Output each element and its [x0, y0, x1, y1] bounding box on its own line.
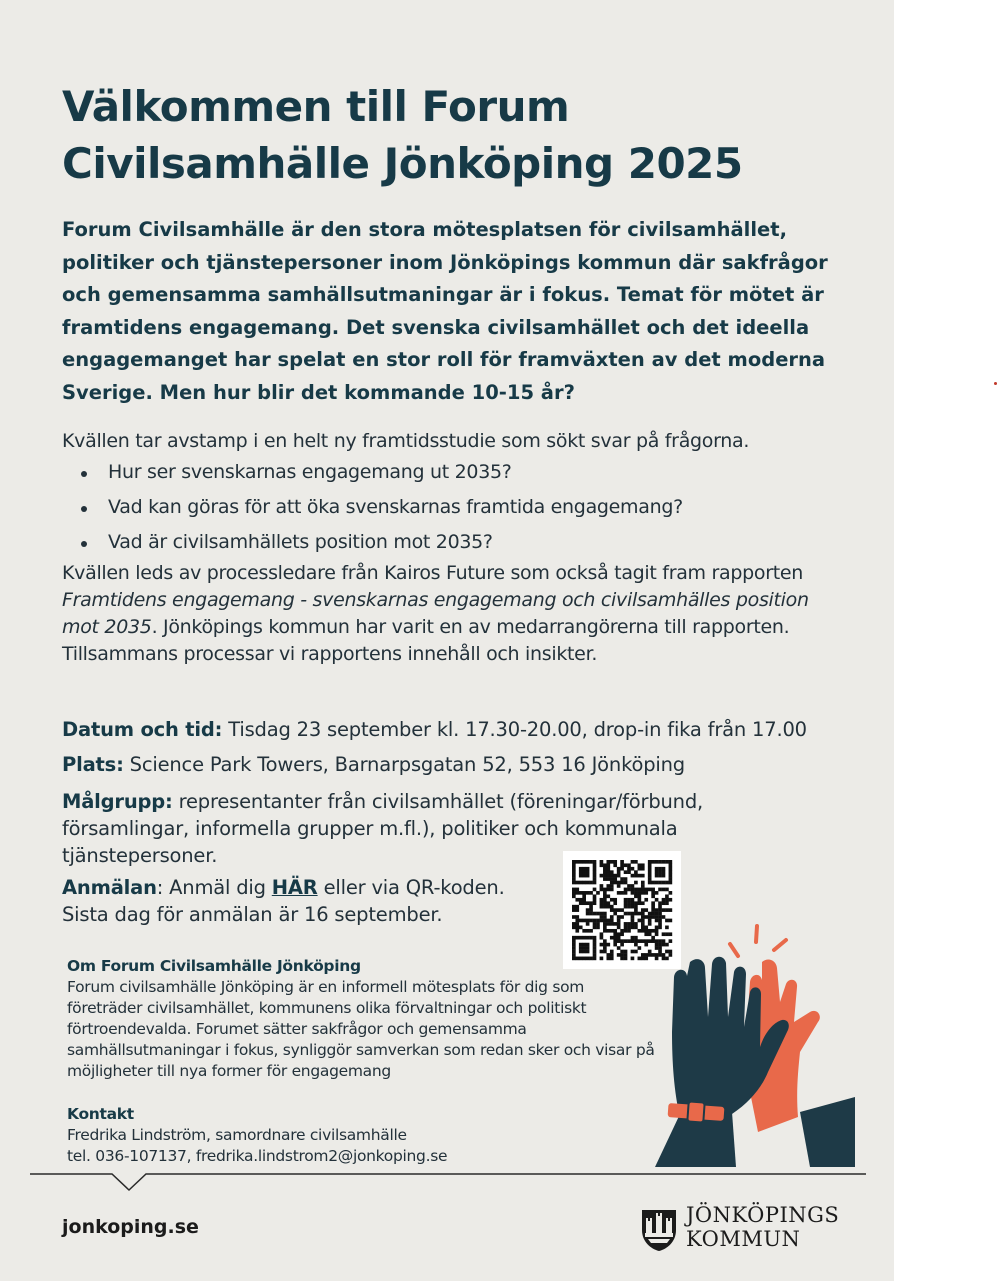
intro-paragraph: Kvällen tar avstamp i en helt ny framtidsstudie som sökt svar på frågorna.	[62, 430, 750, 452]
contact-name: Fredrika Lindström, samordnare civilsamhälle	[67, 1126, 407, 1144]
about-heading: Om Forum Civilsamhälle Jönköping	[67, 957, 361, 975]
title-line-2: Civilsamhälle Jönköping 2025	[62, 139, 743, 188]
about-text: Forum civilsamhälle Jönköping är en informell mötesplats för dig som företräder civilsamhället, kommunens olika förvaltningar och politiskt förtroendevalda. Forumet sätter sakfrågor och gemensamma samhällsutmaningar i fokus, synliggör samverkan som redan sker och visar på möjligheter till nya former för engagemang	[67, 978, 655, 1080]
list-item: Hur ser svenskarnas engagemang ut 2035?	[78, 455, 683, 490]
footer-divider	[30, 1162, 870, 1192]
page-title	[62, 78, 862, 192]
description-paragraph	[62, 560, 822, 668]
municipal-crest-icon	[640, 1206, 678, 1252]
description-text-after: . Jönköpings kommun har varit en av medarrangörerna till rapporten. Tillsammans processar vi rapportens innehåll och insikter.	[62, 616, 790, 665]
date-label: Datum och tid:	[62, 718, 223, 741]
stray-dot	[994, 382, 997, 385]
target-group-info	[62, 788, 802, 869]
high-five-hands-icon	[650, 922, 855, 1167]
signup-deadline: Sista dag för anmälan är 16 september.	[62, 903, 443, 926]
description-text-before: Kvällen leds av processledare från Kairos Future som också tagit fram rapporten	[62, 562, 803, 584]
logo-text	[686, 1203, 839, 1251]
title-line-1: Välkommen till Forum	[62, 82, 570, 131]
contact-heading: Kontakt	[67, 1105, 134, 1123]
date-info	[62, 716, 862, 743]
about-section	[67, 956, 657, 1082]
question-list	[78, 455, 683, 560]
target-group-value: representanter från civilsamhället (föreningar/förbund, församlingar, informella grupper m.fl.), politiker och kommunala tjänstepersoner.	[62, 790, 704, 867]
signup-info	[62, 874, 582, 928]
website-link[interactable]: jonkoping.se	[62, 1216, 199, 1238]
signup-post: eller via QR-koden.	[317, 876, 505, 899]
signup-pre: : Anmäl dig	[156, 876, 272, 899]
target-group-label: Målgrupp:	[62, 790, 173, 813]
contact-section	[67, 1104, 667, 1167]
place-info	[62, 751, 862, 778]
signup-label: Anmälan	[62, 876, 157, 899]
list-item: Vad är civilsamhällets position mot 2035?	[78, 525, 683, 560]
date-value: Tisdag 23 september kl. 17.30-20.00, drop-in fika från 17.00	[222, 718, 807, 741]
logo-line-2: KOMMUN	[686, 1227, 801, 1251]
signup-link[interactable]: HÄR	[271, 876, 318, 899]
contact-details: tel. 036-107137, fredrika.lindstrom2@jonkoping.se	[67, 1147, 448, 1165]
list-item: Vad kan göras för att öka svenskarnas framtida engagemang?	[78, 490, 683, 525]
logo-line-1: JÖNKÖPINGS	[686, 1203, 840, 1227]
place-label: Plats:	[62, 753, 124, 776]
lead-paragraph: Forum Civilsamhälle är den stora mötesplatsen för civilsamhället, politiker och tjänstepersoner inom Jönköpings kommun där sakfrågor och gemensamma samhällsutmaningar är i fokus. Temat för mötet är framtidens engagemang. Det svenska civilsamhället och det ideella engagemanget har spelat en stor roll för framväxten av det moderna Sverige. Men hur blir det kommande 10-15 år?	[62, 218, 828, 404]
report-title: Framtidens engagemang - svenskarnas engagemang och civilsamhälles position mot 2035	[62, 589, 809, 638]
municipality-logo	[640, 1203, 840, 1253]
place-value: Science Park Towers, Barnarpsgatan 52, 553 16 Jönköping	[123, 753, 685, 776]
